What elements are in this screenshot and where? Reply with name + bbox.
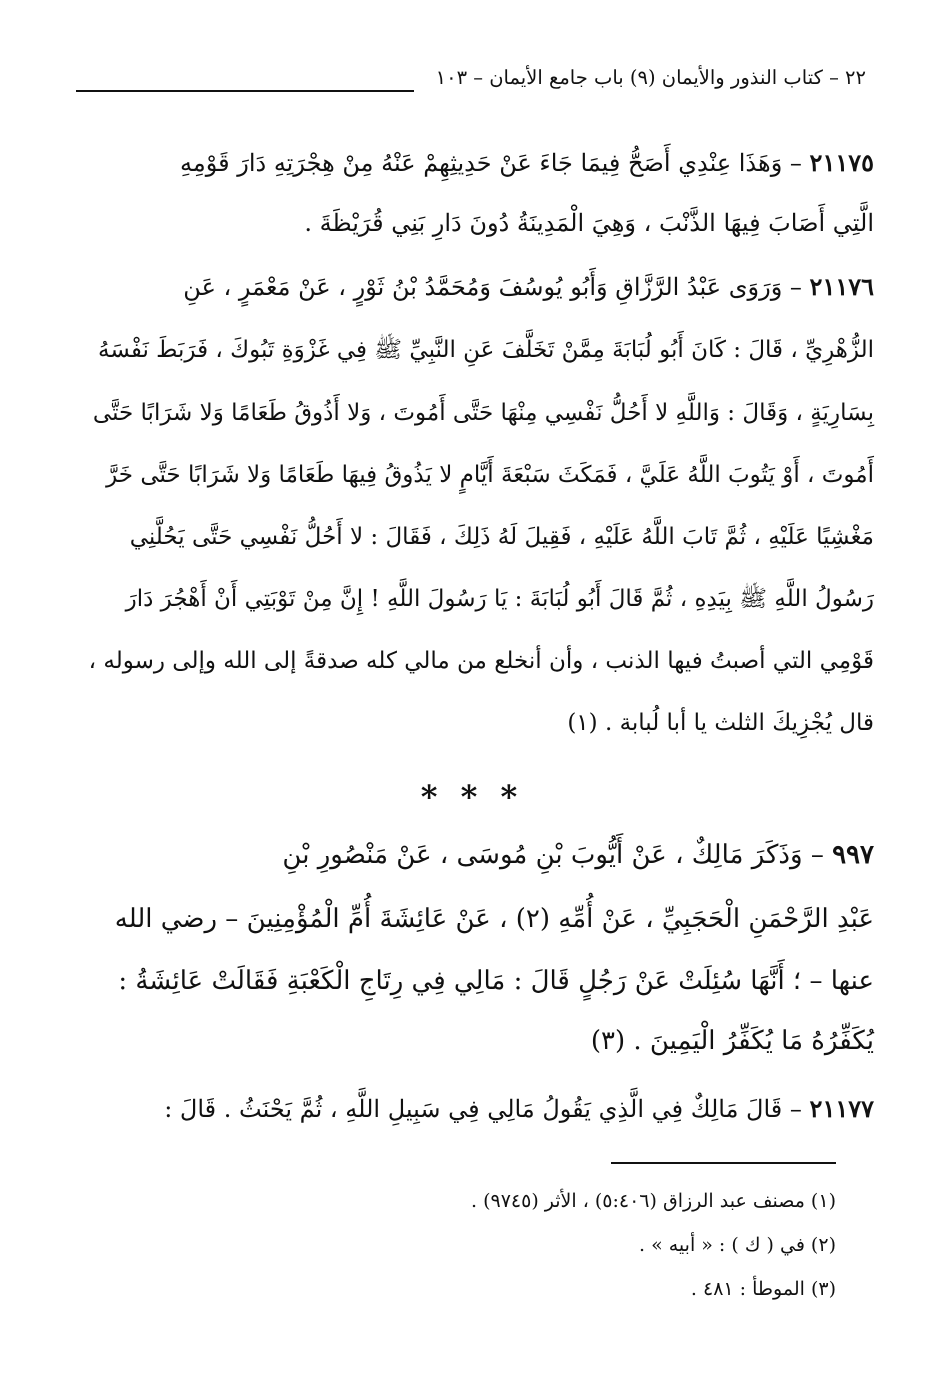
footnote-3: (٣) الموطأ : ٤٨١ .	[690, 1278, 836, 1300]
paragraph-21175-line-1	[74, 148, 874, 178]
section-number: ٩٩٧	[832, 840, 874, 870]
footnote-1: (١) مصنف عبد الرزاق (٥:٤٠٦) ، الأثر (٩٧٤٥) .	[470, 1190, 836, 1212]
paragraph-21176-line-4: أَمُوتَ ، أَوْ يَتُوبَ اللَّهُ عَلَيَّ ، فَمَكَثَ سَبْعَةَ أَيَّامٍ لا يَذُوقُ فِيهَا طَعَامًا وَلا شَرَابًا حَتَّى خَرَّ	[106, 462, 874, 488]
paragraph-21176-line-1	[74, 272, 874, 302]
paragraph-number: ٢١١٧٦	[809, 272, 874, 301]
paragraph-21176-line-7: قَوْمِي التي أصبتُ فيها الذنب ، وأن أنخلع من مالي كله صدقةً إلى الله وإلى رسوله ،	[88, 648, 874, 674]
running-title: ٢٢ – كتاب النذور والأيمان (٩) باب جامع الأيمان – ١٠٣	[435, 66, 866, 89]
paragraph-number: ٢١١٧٧	[809, 1094, 874, 1123]
paragraph-21175-line-2: الَّتِي أَصَابَ فِيهَا الذَّنْبَ ، وَهِيَ الْمَدِينَةُ دُونَ دَارِ بَنِي قُرَيْظَةَ .	[304, 209, 874, 237]
section-text: – وَذَكَرَ مَالِكٌ ، عَنْ أَيُّوبَ بْنِ مُوسَى ، عَنْ مَنْصُورِ بْنِ	[282, 840, 824, 870]
paragraph-21176-line-2: الزُّهْرِيِّ ، قَالَ : كَانَ أَبُو لُبَابَةَ مِمَّنْ تَخَلَّفَ عَنِ النَّبِيِّ ﷺ فِي غَزْوَةِ تَبُوكَ ، فَرَبَطَ نَفْسَهُ	[97, 337, 874, 363]
paragraph-21176-line-6: رَسُولُ اللَّهِ ﷺ بِيَدِهِ ، ثُمَّ قَالَ أَبُو لُبَابَةَ : يَا رَسُولَ اللَّهِ ! إِنَّ مِنْ تَوْبَتِي أَنْ أَهْجُرَ دَارَ	[125, 586, 874, 612]
section-997-line-1	[74, 840, 874, 870]
section-997-line-4: يُكَفِّرُهُ مَا يُكَفِّرُ الْيَمِينَ . (٣)	[590, 1026, 874, 1056]
paragraph-text: – وَهَذَا عِنْدِي أَصَحُّ فِيمَا جَاءَ عَنْ حَدِيثِهِمْ عَنْهُ مِنْ هِجْرَتِهِ دَارَ قَوْمِهِ	[180, 149, 802, 177]
header-rule	[76, 90, 414, 92]
section-separator: * * *	[420, 778, 524, 816]
paragraph-text: – وَرَوَى عَبْدُ الرَّزَّاقِ وَأَبُو يُوسُفَ وَمُحَمَّدُ بْنُ ثَوْرٍ ، عَنْ مَعْمَرٍ ، عَنِ	[183, 273, 802, 301]
paragraph-text: – قَالَ مَالِكٌ فِي الَّذِي يَقُولُ مَالِي فِي سَبِيلِ اللَّهِ ، ثُمَّ يَحْنَثُ . قَالَ :	[164, 1095, 802, 1123]
section-997-line-2: عَبْدِ الرَّحْمَنِ الْحَجَبِيِّ ، عَنْ أُمِّهِ (٢) ، عَنْ عَائِشَةَ أُمِّ الْمُؤْمِنِينَ – رضي الله	[114, 904, 874, 934]
paragraph-21176-line-3: بِسَارِيَةٍ ، وَقَالَ : وَاللَّهِ لا أَحُلُّ نَفْسِي مِنْهَا حَتَّى أَمُوتَ ، وَلا أَذُوقُ طَعَامًا وَلا شَرَابًا حَتَّى	[92, 400, 874, 426]
footnote-rule	[611, 1162, 836, 1164]
paragraph-21176-line-5: مَغْشِيًا عَلَيْهِ ، ثُمَّ تَابَ اللَّهُ عَلَيْهِ ، فَقِيلَ لَهُ ذَلِكَ ، فَقَالَ : لا أَحُلُّ نَفْسِي حَتَّى يَحُلَّنِي	[129, 524, 874, 550]
section-997-line-3: عنها – ؛ أَنَّهَا سُئِلَتْ عَنْ رَجُلٍ قَالَ : مَالِي فِي رِتَاجِ الْكَعْبَةِ فَقَالَتْ عَائِشَةُ :	[118, 966, 874, 996]
page-header	[76, 66, 866, 106]
paragraph-number: ٢١١٧٥	[809, 148, 874, 177]
paragraph-21176-line-8: قال يُجْزِيكَ الثلث يا أبا لُبابة . (١)	[567, 710, 874, 736]
footnote-2: (٢) في ( ك ) : « أبيه » .	[639, 1234, 836, 1256]
paragraph-21177-line-1	[74, 1094, 874, 1124]
